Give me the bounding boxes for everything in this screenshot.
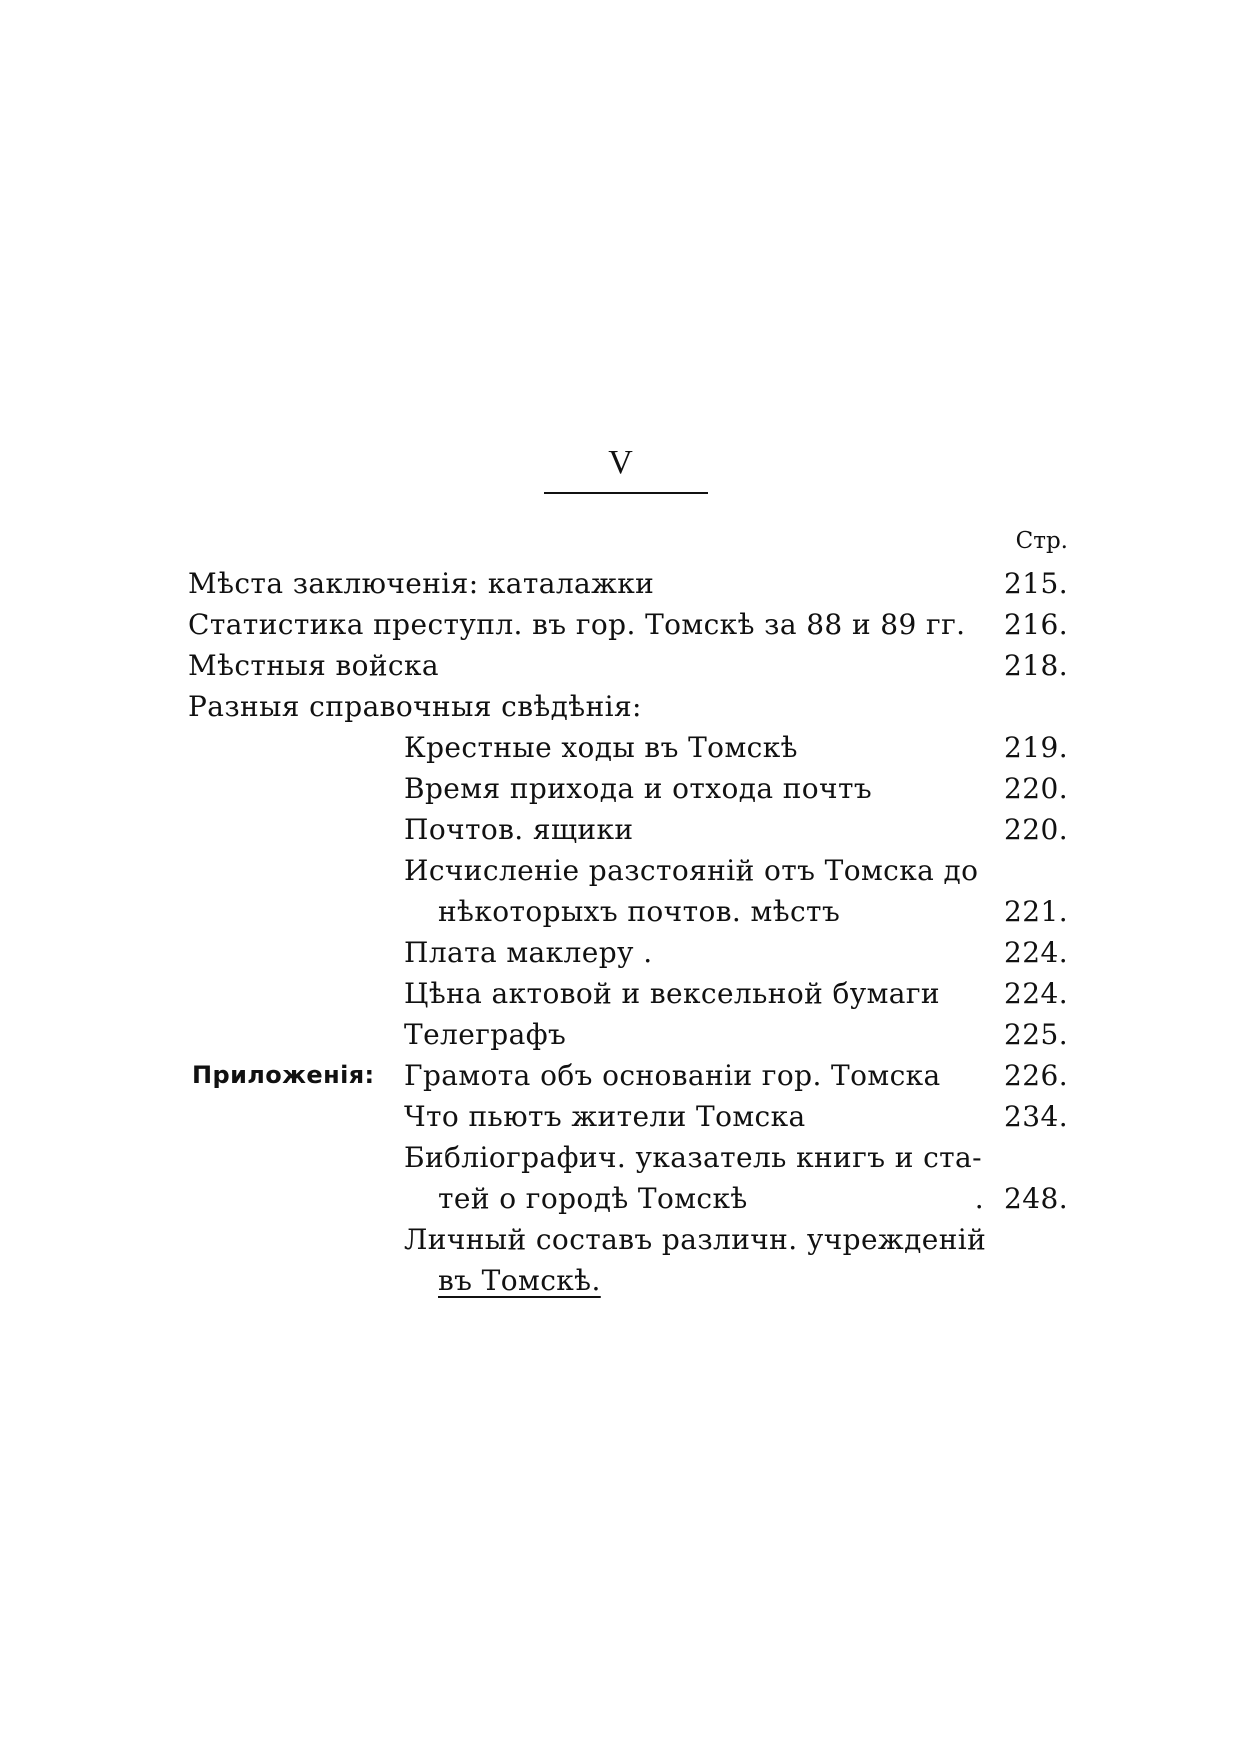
toc-entry-title: Мѣстныя войска	[188, 649, 439, 682]
toc-entry	[188, 563, 1068, 604]
toc-entry-title: Телеграфъ	[404, 1018, 567, 1051]
toc-entry-title: Крестные ходы въ Томскѣ	[404, 731, 798, 764]
toc-entry	[188, 1219, 1068, 1260]
toc-entry-page: 216.	[1004, 608, 1068, 641]
toc-entry-page: 220.	[1004, 813, 1068, 846]
toc-section-heading	[188, 686, 1068, 727]
toc-entry-page: 224.	[1004, 936, 1068, 969]
toc-entry	[188, 1137, 1068, 1178]
toc-entry	[188, 604, 1068, 645]
toc-entry-title: Мѣста заключенія: каталажки	[188, 567, 655, 600]
toc-entry-title: Личный составъ различн. учрежденій	[404, 1223, 987, 1256]
toc-leader-dot: .	[974, 1182, 984, 1215]
page-column-label: Стр.	[1015, 528, 1068, 554]
toc-entry-continuation	[188, 1178, 1068, 1219]
toc-entry	[188, 973, 1068, 1014]
toc-entry	[188, 645, 1068, 686]
toc-entry	[188, 932, 1068, 973]
toc-entry-page: 226.	[1004, 1059, 1068, 1092]
appendix-label: Приложенія:	[192, 1061, 375, 1089]
page-number: V	[608, 444, 633, 481]
toc-entry	[188, 727, 1068, 768]
toc-entry-title: Что пьютъ жители Томска	[404, 1100, 806, 1133]
toc-entry-page: 224.	[1004, 977, 1068, 1010]
toc-entry-page: 219.	[1004, 731, 1068, 764]
toc-entry-title: нѣкоторыхъ почтов. мѣстъ	[438, 895, 841, 928]
table-of-contents	[188, 530, 1068, 1301]
toc-entry-page: 215.	[1004, 567, 1068, 600]
toc-entry-title: Статистика преступл. въ гор. Томскѣ за 88 и 89 гг.	[188, 608, 966, 641]
toc-entry-page: 248.	[1004, 1182, 1068, 1215]
toc-entry	[188, 850, 1068, 891]
toc-entry-title: Плата маклеру .	[404, 936, 653, 969]
toc-entry	[188, 1096, 1068, 1137]
toc-entry-page: 234.	[1004, 1100, 1068, 1133]
toc-entry-continuation	[188, 1260, 1068, 1301]
toc-entry-title: Разныя справочныя свѣдѣнія:	[188, 690, 642, 723]
toc-entry	[188, 1014, 1068, 1055]
toc-entry-title: Библіографич. указатель книгъ и ста-	[404, 1141, 982, 1174]
toc-entry-title: въ Томскѣ.	[438, 1264, 601, 1297]
toc-entry-title: тей о городѣ Томскѣ	[438, 1182, 748, 1215]
toc-entry-title: Почтов. ящики	[404, 813, 634, 846]
page-number-rule	[544, 492, 708, 494]
toc-entry-continuation	[188, 891, 1068, 932]
toc-entry-page: 225.	[1004, 1018, 1068, 1051]
toc-entry-title: Исчисленіе разстояній отъ Томска до	[404, 854, 979, 887]
toc-entry-page: 221.	[1004, 895, 1068, 928]
toc-entry-title: Время прихода и отхода почтъ	[404, 772, 873, 805]
toc-entry	[188, 809, 1068, 850]
toc-entry-page: 218.	[1004, 649, 1068, 682]
toc-entry	[188, 1055, 1068, 1096]
toc-entry	[188, 768, 1068, 809]
toc-entry-page: 220.	[1004, 772, 1068, 805]
toc-entry-title: Цѣна актовой и вексельной бумаги	[404, 977, 940, 1010]
toc-entry-title: Грамота объ основаніи гор. Томска	[404, 1059, 941, 1092]
